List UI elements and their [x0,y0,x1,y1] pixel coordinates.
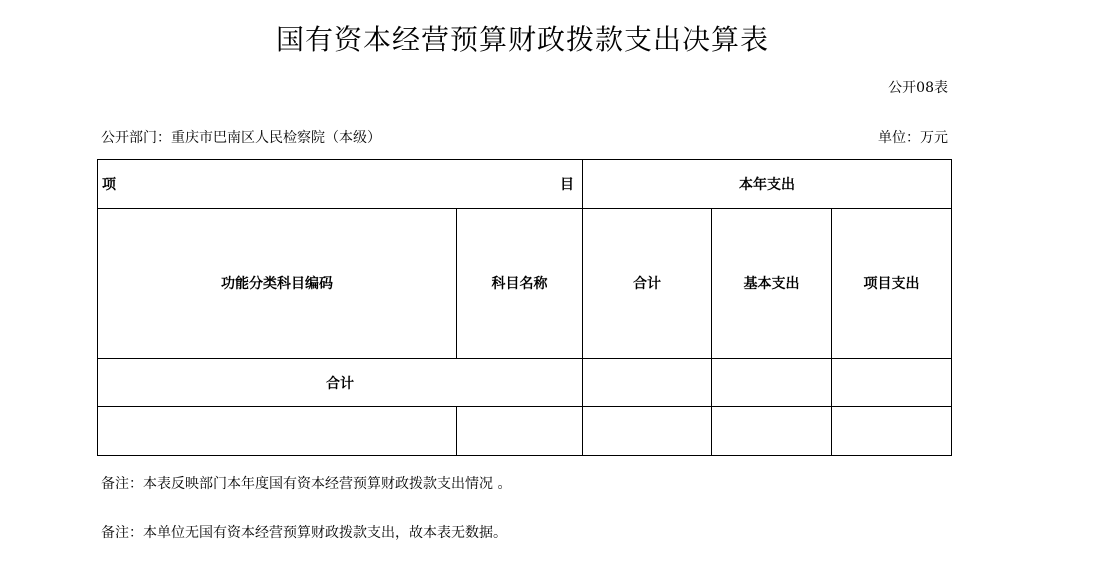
empty-cell-total [583,407,712,456]
col-name-header: 科目名称 [457,208,583,358]
total-row-label: 合计 [98,358,583,407]
col-basic-header: 基本支出 [712,208,832,358]
form-number: 公开08表 [888,80,948,96]
unit-label: 单位：万元 [878,130,948,146]
table-header-row [98,160,952,209]
header-project-cell [98,160,583,209]
empty-cell-name [457,407,583,456]
department-label: 公开部门：重庆市巴南区人民检察院（本级） [101,130,381,146]
header-project-left: 项 [102,176,116,193]
table-subheader-row [98,208,952,358]
total-row-total [583,358,712,407]
note-description: 备注：本表反映部门本年度国有资本经营预算财政拨款支出情况 。 [101,476,512,492]
col-project-header: 项目支出 [832,208,952,358]
col-code-header: 功能分类科目编码 [98,208,457,358]
empty-cell-code [98,407,457,456]
table-total-row [98,358,952,407]
total-row-basic [712,358,832,407]
note-no-data: 备注：本单位无国有资本经营预算财政拨款支出，故本表无数据。 [101,525,507,541]
col-total-header: 合计 [583,208,712,358]
table-row [98,407,952,456]
expenditure-table [97,159,952,456]
header-current-year: 本年支出 [583,160,952,209]
empty-cell-project [832,407,952,456]
header-project-right: 目 [560,176,574,193]
page-title: 国有资本经营预算财政拨款支出决算表 [275,23,769,56]
empty-cell-basic [712,407,832,456]
total-row-project [832,358,952,407]
